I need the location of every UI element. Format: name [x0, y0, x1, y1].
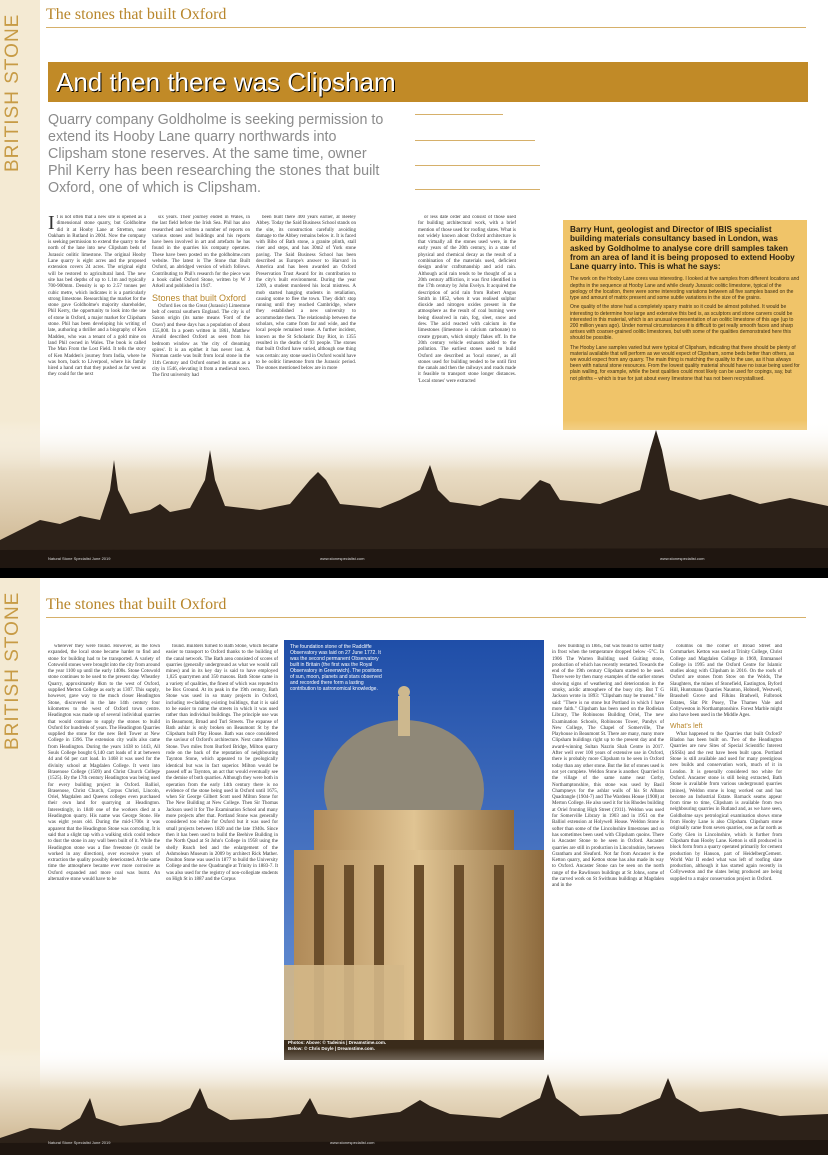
- body-text: new building in 1885, but was found to suffer badly in frost when the temperature dropped below -5°C. In 1906 The Warren Building used Guiting stone, production of which has recently restarted. Towards the end of the 19th century Clipsham started to be used. There were by then many examples of the earlier stones showing signs of weathering and deterioration in the smoky, acidic atmosphere of the busy city. But T G Jackson wrote in 1893: "Clipsham may be trusted." He said: "There is no stone but Portland in which I have more faith." Clipsham has been used on the Bodleian Library, The Robinsons Building Oriel, The new Examination Schools, Robinsons Tower, Pandys of New College, The Chapel of Somerville, The Playhouse in Beaumont St. There are many, many more Clipsham buildings right up to the present day and the award-winning Sultan Nazrin Shah Centre in 2017. After well over 100 years of extensive use in Oxford, there is probably more Clipsham to be seen in Oxford today than any other stone. But the list of stones used is not yet complete. Weldon Stone is another. Quarried in the village of the same name near Corby, Northamptonshire, this stone was used by Basil Champneys for the ashlar walls of his St Albans Quadrangle (1904-7) and The Wardens House (1908) at Merton College. He also used it for his Rhodes building at Oriel fronting High Street (1911). Weldon was used for Somerville Library in 1903 and in 1951 on the Balliol extension at Holywell House. Weldon Stone is softer than some of the Lincolnshire limestones and so has sometimes been used with Clipsham quoins. There is Ancaster Stone to be seen in Oxford. Ancaster quarries are still in production in Lincolnshire, between Grantham and Sleaford. Not far from Ancaster is the Ketton quarry, and Ketton stone has also made its way to Oxford. Ancaster Stone can be seen on the north range of the Rawlinson buildings at St Johns, some of the carved work on St Swithuns buildings at Magdalen and in the: [552, 644, 664, 889]
- boxout-paragraph: One quality of the stone had a completely sparry matrix so it could be almost polished. It would be interesting to determine how large and extensive this bed is, as sculptors and stone carvers could be interested in this material, which is an unusual representation of an oolitic limestone of this age (up to 200 million years ago). Under normal circumstances it is difficult to get really smooth faces and sharp arrises with coarser-grained oolitic limestones, but with some of the qualities demonstrated here this should be possible.: [570, 304, 794, 342]
- article-standfirst: Quarry company Goldholme is seeking permission to extend its Hooby Lane quarry northwards into Clipsham stone reserves. At the same time, owner Phil Kerry has been researching the stones that built Oxford, one of which is Clipsham.: [48, 112, 384, 196]
- body-text: What happened to the Quarries that built Oxford? Bladon has been built on. Two of the Headington Quarries are now Sites of Special Scientific Interest (SSSIs) and the rest have been built upon. Portland Stone is still available and used for many prestigious new builds and conservation work, much of it in London. It is generally considered too white for Oxford. Ancaster stone is still being extracted, Bath Stone is available from various underground quarries (mines), Weldon stone is long worked out and has become an Industrial Estate. Barnack seams appear from time to time, Clipsham is available from two neighbouring quarries in Rutland and, as we have seen, Goldholme says petrological examination shows stone from Hooby Lane is also Clipsham. Clipsham stone originally came from seven quarries, one as far north as Corby Glen in Lincolnshire, which is further from Clipsham than Hooby Lane. Ketton is still produced in block form from a quarry operated primarily for cement production by Hanson, part of HeidelbergCement. World War II ended what was left of roofing slate production, although it has started again recently in Collyweston and the slates being produced are being supplied to a major conservation project in Oxford.: [670, 731, 782, 882]
- photo-credits: Photos: Above: © Tadeinis | Dreamstime.com.: [288, 1040, 387, 1045]
- body-text: t is not often that a new site is opened as a dimensional stone quarry, but Goldholme did it at Hooby Lane at Stretton, near Oakham in Rutland in 2004. Now the company is seeking permission to extend the quarry to the north of the lane into new Clipsham beds of Jurassic oolitic limestone. The original Hooby Lane quarry is eight acres and the proposed extension covers 24 acres. The original eight will be restored to agricultural land. The new site has bed depths of up to 1.1m and typically 700-900mm. Density is up to 2.57 tonnes per cubic metre, which indicates it is a particularly strong limestone. Researching the market for the stone gave Goldholme's majority shareholder, Phil Kerry, the opportunity to look into the use of stone in Oxford, a major market for Clipsham stone. Phil has been developing his writing of late, authoring a thriller and a biography of Ken Madden, who was a tenant of a gold mine on land Phil owned in Wales. The book is called The Man From the Lost Field. It tells the story of Ken Madden's journey from India, where he was born, back to Liverpool, where his family hired a hand cart that they pushed as far west as they could for the next: [48, 215, 146, 378]
- body-text: six years. Their journey ended in Wales, in the last field before the Irish Sea. Phil has also researched and written a number of reports on various stones and buildings and his reports have been involved in art and artefacts he has found in the quarries his company operates. These have been posted on the goldholme.com website. The latest is The Stone that Built Oxford, an abridged version of which follows. Contributing to Phil's research for the piece was a book called Oxford Stone, written by W J Arkell and published in 1947.: [152, 215, 250, 290]
- photo-caption: The foundation stone of the Radcliffe Observatory was laid on 27 June 1772. It was the second permanent Observatory built in Britain (the first was the Royal Observatory in Greenwich). The positions of sun, moon, planets and stars observed and recorded there form a lasting contribution to astronomical knowledge.: [290, 644, 382, 692]
- body-text: found. Builders turned to Bath Stone, which became easier to transport to Oxford thanks to the building of the canal network. The Bath area consisted of scores of quarries (generally underground as what we would call mines) and in its key day is said to have employed 1,025 quarrymen and 350 masons. Bath Stone came in a variety of qualities, the finest of which was reputed to be Box Ground. At its peak in the 19th century, Bath Stone was used in so many projects in Oxford, including re-cladding existing buildings, that it is said to be easier to name the streets in which it was used rather than individual buildings. The principle use was in Beaumont, Broad and Turl Streets. The expanse of Bath ashlar is only broken on Beaumont St by the Clipsham built Play House. Bath was once considered the saviour of Oxford's architecture. Next came Milton Stone. Two miles from Burford Bridge, Milton quarry rode on the back of the reputation of neighbouring Taynton Stone, which appeared to be geologically identical but was in fact superior. Milton would be passed off as Taynton, an act that would eventually see the demise of both quarries. Although they were both in operation from the early 14th century there is no evidence of the stone being used in Oxford until 1675, when Sir George Gilbert Scott used Milton Stone for The New Building at New College. Then Sir Thomas Jackson used it for The Examination School and many more projects after that. Portland Stone was generally considered too white for Oxford but it was used for small projects between 1820 and the late 1940s. Since then it has been used to build the Beehive Building in the North Quad at St John's College in 1958 using the shelly Roach bed and the enlargement of the Ashmolean Museum in 2009 by architect Rick Mather. Doulton Stone was used in 1877 to build the University College and the new Quadrangle at Trinity in 1883-7. It was also used for the registry of non-collegiate students on High St in 1887 and the Corpus: [166, 644, 278, 882]
- boxout-heading: Barry Hunt, geologist and Director of IBIS specialist building materials consultancy based in London, was asked by Goldholme to analyse core drill samples taken from an area of land it is being proposed to extend Hooby Lane quarry into. This is what he says:: [570, 225, 795, 272]
- decorative-rule: [415, 114, 503, 115]
- expert-boxout: [563, 220, 807, 430]
- decorative-rule: [415, 165, 540, 166]
- page-header-title: The stones that built Oxford: [46, 6, 806, 28]
- body-column-3: [552, 644, 664, 1064]
- body-column-3: [256, 215, 356, 445]
- page-folio: Natural Stone Specialist June 2019: [48, 556, 111, 561]
- oxford-skyline-image: [0, 1048, 828, 1155]
- oxford-skyline-image: [0, 420, 828, 568]
- subheading: What's left: [670, 722, 703, 730]
- section-label: BRITISH STONE: [2, 592, 23, 751]
- page-folio: www.stonespecialist.com: [330, 1140, 375, 1145]
- body-column-1: [48, 215, 146, 445]
- section-label: BRITISH STONE: [2, 14, 23, 173]
- body-text: wherever they were found. However, as the town expanded, the local stone became harder to find and stone for building had to be transported. A variety of Cotswold stones were brought into the city from around the year 1100 up until the early 1400s. Stone Cotswold stone continues to be used to the present day. Wheatley Quarry, approximately 8km to the west of Oxford, supplied Merton College as early as 1307. This supply, however, gave way to the much closer Headington Stone, discovered in the late 14th century four kilometres to the west of Oxford town centre. Headington was made up of several individual quarries that would continue to supply the stones to build Oxford for hundreds of years. The Headington Quarries supplied the stone for the new Bell Tower at New College in 1396. The extension city walls also came from Headington. During the years 1438 to 1443, All Souls College bought 6,140 cart loads of it at between 4d and 6d per cart load. In 1468 it was used for the divinity school at Magdalen College. It went into Brasenose College (1509) and Christ Church College (1525). By the 17th century Headington was being used for every building project in Oxford. Balliol, Brasenose, Christ Church, Corpus Christi, Lincoln, Oriel, Magdalen and Queens colleges even purchased their own land for quarrying at Headington. Interestingly, in 1840 one of the workers died at a Headington quarry. His name was George Stone. He was eight years old. During the mid-1700s it was apparent that the Headington Stone was corroding. It is said that a slight tap with a walking stick could reduce to dust the stone in any wall been built of it. While the Headington stone was a fine freestone (it could be worked in any direction), over excessive years of extraction the quality possibly deteriorated. At the same time the atmosphere became ever more corrosive as Oxford expanded and more coal was burnt. An alternative stone would have to be: [48, 644, 160, 882]
- body-column-2: [166, 644, 278, 1064]
- body-column-4: [418, 215, 516, 445]
- radcliffe-photo: [284, 640, 544, 1060]
- body-text: or less date order and consist of those used for building architectural work, with a brief mention of those used for roofing slates. What is not widely known about Oxford architecture is that virtually all the stones used were, in the early years of the 20th century, in a state of physical and chemical decay as the result of a combination of the materials used, deficient design and/or craftsmanship and acid rain. Although acid rain tends to be thought of as a 20th century affliction, it was first identified in the 17th century by John Evelyn. It acquired the description of acid rain from Robert Angus Smith in 1852, when it was realised sulphur dioxide and nitrogen oxides present in the atmosphere as the result of coal burning were being dissolved in rain, fog, sleet, snow and dew. The acid reacted with calcium in the limestones (limestone is calcium carbonate) to create gypsum, which simply flakes off. In the 20th century vehicle exhausts added to the pollution. The earliest stones used to build Oxford are described as 'local stones', as all stones used for building tended to be until first the canals and then the railways and roads made it feasible to transport stone longer distances. 'Local stones' were extracted: [418, 215, 516, 384]
- body-text: Oxford lies on the Great (Jurassic) Limestone belt of central southern England. The city is of Saxon origin (its name means 'Ford of the Oxen') and these days has a population of about 155,000. In a poem written in 1861, Matthew Arnold described Oxford as seen from his bedroom window as 'the city of dreaming spires'. It is an epithet it has never lost. A Norman castle was built from local stone in the 11th Century and Oxford earned its status as a city in 1546, elevating it from a medieval town. The first university had: [152, 303, 250, 379]
- magazine-page-2: [0, 578, 828, 1155]
- body-column-1: [48, 644, 160, 1064]
- page-folio: www.stonespecialist.com: [660, 556, 705, 561]
- body-text: been built there 400 years earlier, at Beeley Abbey. Today the Said Business School stands on the site, its construction carefully avoiding damage to the Abbey remains below it. It is faced with Bibo of Bath stone, a granite plinth, stall riser and steps, and has 30m2 of York stone paving. The Said Business School has been described as Europe's answer to Harvard in America and has been awarded an Oxford Preservation Trust Award for its contribution to the city's built environment. During the year 1209, a student murdered his local mistress. A mob started hanging students in retaliation, causing some to flee the town. They didn't stop running until they reached Cambridge, where they established a new university to accommodate them. The relationship between the scholars, who came from far and wide, and the local people remained tense. A further incident, known as the St Scholastic Day Riot, in 1355 resulted in the deaths of 93 people. The stones that built Oxford have varied, although one thing was certain: any stone used in Oxford would have to be oolitic limestone from the Jurassic period. The stones mentioned below are in more: [256, 215, 356, 372]
- drop-cap: I: [48, 215, 55, 234]
- article-title: And then there was Clipsham: [48, 62, 808, 102]
- body-text: columns on the corner of Broad Street and Cornmarket. Ketton was used at Trinity College, Christ College and Magdalen College in 1969, Emmanuel College in 1995 and the Oxford Centre for Islamic studies along with Clipsham in 2016. On the roofs of Oxford are stones from Stow on the Wolds, The Slaughters, the mines of Stonefield, Eastington, Byford Hill, Huntsmans Quarries Naunton, Hobnell, Westwell, Brasshell Grove and Filkins Bradwell, Fulbrook Estates, Slat Pit Pusey, The Thames Vale and Collyweston in Northamptonshire. Forest Marble might also have been used in the Middle Ages.: [670, 644, 782, 719]
- body-column-4: [670, 644, 782, 1064]
- page-header-title: The stones that built Oxford: [46, 596, 806, 618]
- page-folio: www.stonespecialist.com: [320, 556, 365, 561]
- decorative-rule: [415, 140, 535, 141]
- subheading: Stones that built Oxford: [152, 292, 247, 303]
- magazine-page-1: [0, 0, 828, 568]
- page-folio: Natural Stone Specialist June 2019: [48, 1140, 111, 1145]
- body-column-2: [152, 215, 250, 445]
- boxout-paragraph: The Hooby Lane samples varied but were typical of Clipsham, indicating that there should be plenty of material available that will perform as we would expect of Clipsham, some beds better than others, as we would expect from any quarry. The main thing is matching the quality to the use, as it has always been with natural stone resources. From the lowest quality material should have no issue being used for plain walling, for example, while the best qualities could most likely can be used for copings, say, but not plinths – which is true for just about every limestone that has not been recrystallised.: [570, 344, 800, 382]
- decorative-rule: [415, 189, 540, 190]
- boxout-paragraph: The work on the Hooby Lane cores was interesting. I looked at five samples from different locations and depths in the sequence at Hooby Lane and while clearly Jurassic oolitic limestone, typical of the geology of the location, there were some interesting variations between all five samples based on the type and amount of matrix present and some subtle variations in the size of the grains.: [570, 276, 800, 302]
